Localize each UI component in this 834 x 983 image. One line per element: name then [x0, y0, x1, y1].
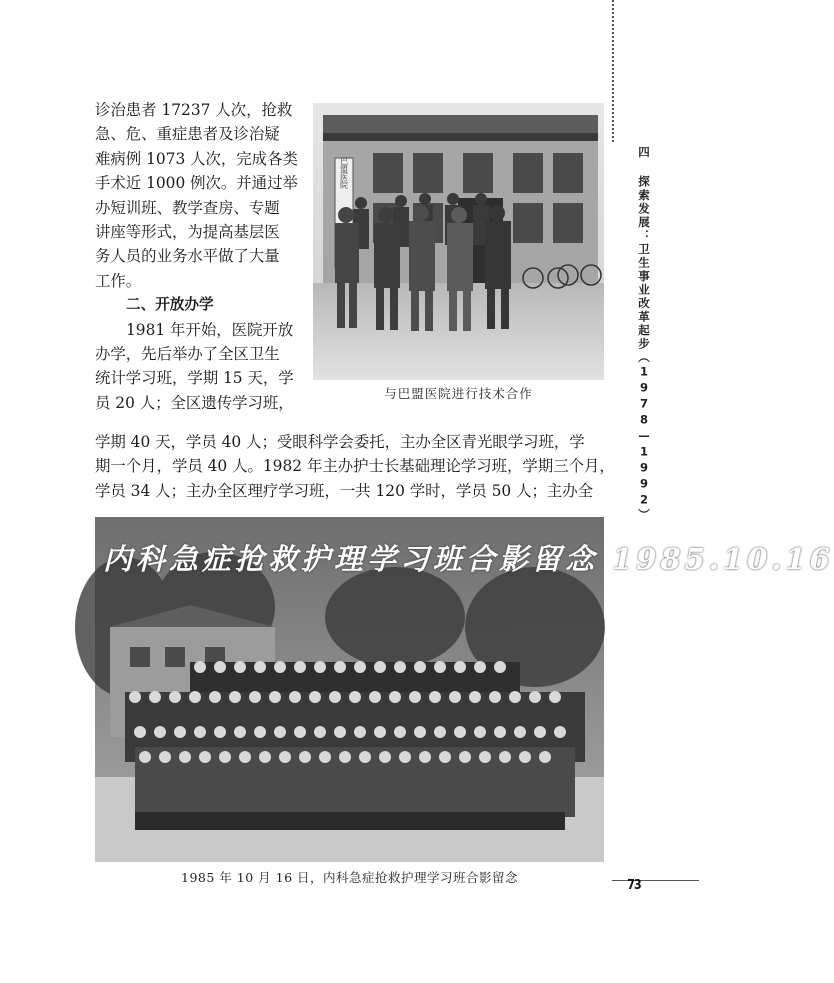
person-face — [319, 751, 331, 763]
person-face — [189, 691, 201, 703]
person-face — [459, 751, 471, 763]
person-face — [439, 751, 451, 763]
person-face — [509, 691, 521, 703]
text-line: 手术近 1000 例次。并通过举 — [95, 174, 298, 193]
person-face — [374, 661, 386, 673]
text-line: 学期 40 天，学员 40 人；受眼科学会委托，主办全区青光眼学习班，学 — [95, 433, 585, 451]
person-face — [254, 661, 266, 673]
person-face — [379, 751, 391, 763]
person-face — [474, 661, 486, 673]
person-face — [514, 726, 526, 738]
person-face — [494, 661, 506, 673]
person-face — [239, 751, 251, 763]
person-face — [214, 726, 226, 738]
person-face — [354, 661, 366, 673]
person-face — [449, 691, 461, 703]
photo1-caption: 与巴盟医院进行技术合作 — [384, 386, 533, 401]
margin-dotted-rule — [612, 0, 614, 142]
person-face — [359, 751, 371, 763]
person-face — [294, 726, 306, 738]
text-line: 期一个月，学员 40 人。1982 年主办护士长基础理论学习班，学期三个月， — [95, 457, 615, 476]
person-face — [494, 726, 506, 738]
text-line: 统计学习班，学期 15 天，学 — [95, 369, 294, 388]
person-face — [194, 661, 206, 673]
person-face — [454, 726, 466, 738]
text-line: 务人员的业务水平做了大量 — [95, 247, 280, 266]
person-face — [309, 691, 321, 703]
person-face — [429, 691, 441, 703]
person-face — [389, 691, 401, 703]
hospital-sign-text: 巴盟医院 — [339, 157, 349, 189]
person-face — [214, 661, 226, 673]
person-face — [414, 661, 426, 673]
margin-bottom-rule — [612, 880, 699, 881]
person-face — [399, 751, 411, 763]
person-face — [529, 691, 541, 703]
photo1-illustration — [313, 103, 604, 380]
person-face — [279, 751, 291, 763]
text-line: 急、危、重症患者及诊治疑 — [95, 125, 280, 144]
person-face — [174, 726, 186, 738]
person-face — [349, 691, 361, 703]
photo2-banner-text: 内科急症抢救护理学习班合影留念 1985.10.16 — [103, 542, 834, 576]
text-line: 办学，先后举办了全区卫生 — [95, 345, 280, 364]
person-face — [254, 726, 266, 738]
person-face — [534, 726, 546, 738]
person-face — [409, 691, 421, 703]
person-face — [369, 691, 381, 703]
person-face — [259, 751, 271, 763]
person-face — [299, 751, 311, 763]
text-line: 诊治患者 17237 人次，抢救 — [95, 101, 293, 119]
person-face — [339, 751, 351, 763]
person-face — [334, 726, 346, 738]
person-face — [419, 751, 431, 763]
left-column-text — [95, 98, 305, 415]
person-face — [489, 691, 501, 703]
person-face — [434, 726, 446, 738]
person-face — [499, 751, 511, 763]
person-face — [474, 726, 486, 738]
text-line: 员 20 人；全区遗传学习班， — [95, 393, 294, 412]
text-line: 学员 34 人；主办全区理疗学习班，一共 120 学时，学员 50 人；主办全 — [95, 481, 594, 500]
person-face — [329, 691, 341, 703]
person-face — [434, 661, 446, 673]
person-face — [539, 751, 551, 763]
person-face — [289, 691, 301, 703]
person-face — [129, 691, 141, 703]
person-face — [294, 661, 306, 673]
person-face — [394, 661, 406, 673]
person-face — [194, 726, 206, 738]
person-face — [454, 661, 466, 673]
text-line: 讲座等形式，为提高基层医 — [95, 223, 280, 242]
person-face — [154, 726, 166, 738]
person-face — [274, 726, 286, 738]
person-face — [274, 661, 286, 673]
section-heading: 二、开放办学 — [126, 296, 214, 314]
person-face — [159, 751, 171, 763]
person-face — [134, 726, 146, 738]
person-face — [219, 751, 231, 763]
full-width-text — [95, 430, 615, 503]
person-face — [374, 726, 386, 738]
person-face — [234, 726, 246, 738]
photo-technical-cooperation — [313, 103, 604, 380]
person-face — [334, 661, 346, 673]
person-face — [354, 726, 366, 738]
text-line: 难病例 1073 人次，完成各类 — [95, 149, 298, 168]
person-face — [199, 751, 211, 763]
page-number: 73 — [627, 878, 641, 893]
person-face — [229, 691, 241, 703]
text-line: 办短训班、教学查房、专题 — [95, 198, 280, 217]
photo-training-class-group — [95, 517, 834, 862]
person-face — [234, 661, 246, 673]
person-face — [314, 661, 326, 673]
person-face — [554, 726, 566, 738]
person-face — [479, 751, 491, 763]
person-face — [179, 751, 191, 763]
person-face — [249, 691, 261, 703]
person-face — [314, 726, 326, 738]
person-face — [469, 691, 481, 703]
person-face — [519, 751, 531, 763]
running-header: 四 探索发展：卫生事业改革起步（1978—1992） — [637, 146, 651, 522]
person-face — [394, 726, 406, 738]
text-line: 工作。 — [95, 271, 142, 290]
person-face — [549, 691, 561, 703]
person-face — [139, 751, 151, 763]
person-face — [414, 726, 426, 738]
person-face — [149, 691, 161, 703]
photo2-caption: 1985 年 10 月 16 日，内科急症抢救护理学习班合影留念 — [181, 870, 518, 885]
person-face — [169, 691, 181, 703]
text-line: 1981 年开始，医院开放 — [126, 320, 294, 339]
person-face — [209, 691, 221, 703]
person-face — [269, 691, 281, 703]
